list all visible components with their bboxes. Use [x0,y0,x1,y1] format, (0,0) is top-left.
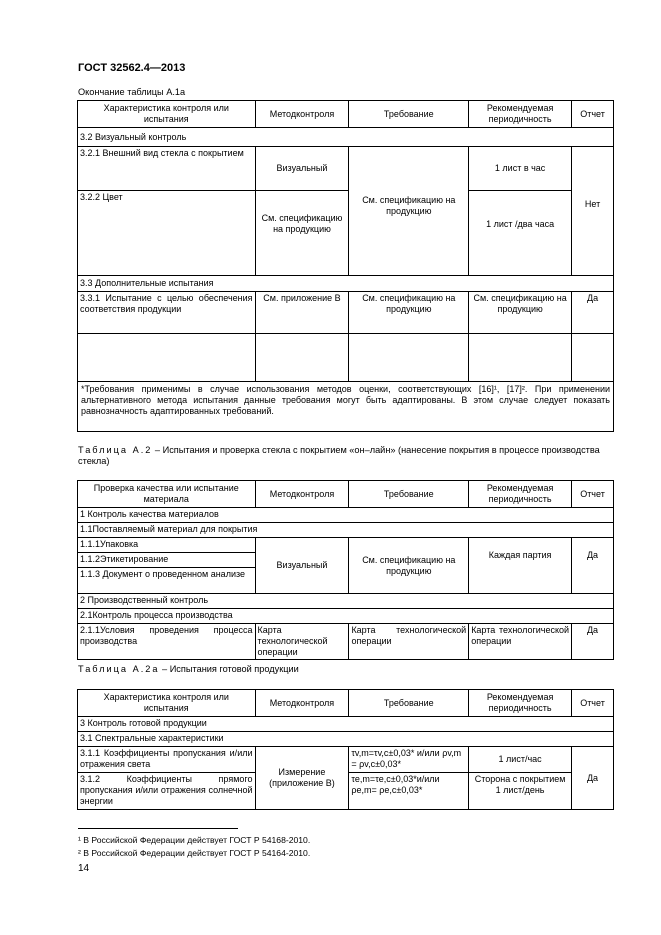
document-header: ГОСТ 32562.4—2013 [78,62,186,74]
row-periodicity: См. спецификацию на продукцию [469,292,572,334]
section-row: 1.1Поставляемый материал для покрытия [78,523,614,538]
row-requirement [349,773,469,810]
table-a2a-caption-label: Таблица А.2а [78,664,160,674]
row-method: См. спецификацию на продукцию [255,191,349,276]
row-periodicity: Карта технологической операции [469,624,572,660]
section-row: 3 Контроль готовой продукции [78,717,614,732]
row-requirement [349,747,469,773]
table-a2-caption [78,445,612,467]
empty-cell [572,334,614,382]
section-row: 3.1 Спектральные характеристики [78,732,614,747]
section-row: 3.2 Визуальный контроль [78,128,614,147]
col-header-requirement: Требование [349,101,469,128]
col-header-report: Отчет [572,690,614,717]
row-requirement: См. спецификацию на продукцию [349,292,469,334]
row-characteristic: 3.2.1 Внешний вид стекла с покрытием [78,147,256,191]
row-method: См. приложение В [255,292,349,334]
row-characteristic: 1.1.1Упаковка [78,538,256,553]
section-row: 2 Производственный контроль [78,594,614,609]
row-characteristic: 3.3.1 Испытание с целью обеспечения соответствия продукции [78,292,256,334]
requirement-line: = ρv,c±0,03* [351,759,402,769]
col-header-periodicity: Рекомендуемая периодичность [469,481,572,508]
footnote-divider [78,828,238,829]
row-method: Визуальный [255,147,349,191]
page-number: 14 [78,863,90,874]
row-characteristic: 3.1.2 Коэффициенты прямого пропускания и/или отражения солнечной энергии [78,773,256,810]
section-row: 2.1Контроль процесса производства [78,609,614,624]
row-report: Нет [572,147,614,276]
col-header-periodicity: Рекомендуемая периодичность [469,690,572,717]
row-periodicity: Каждая партия [469,538,572,594]
empty-cell [78,334,256,382]
empty-cell [349,334,469,382]
row-method: Визуальный [255,538,349,594]
col-header-characteristic: Характеристика контроля или испытания [78,690,256,717]
col-header-periodicity: Рекомендуемая периодичность [469,101,572,128]
row-report: Да [572,292,614,334]
row-characteristic: 3.1.1 Коэффициенты пропускания и/или отражения света [78,747,256,773]
col-header-check: Проверка качества или испытание материала [78,481,256,508]
empty-cell [572,276,614,292]
col-header-method: Методконтроля [255,101,349,128]
row-report: Да [572,747,614,810]
row-requirement: См. спецификацию на продукцию [349,538,469,594]
row-periodicity: Сторона с покрытием 1 лист/день [469,773,572,810]
section-row: 3.3 Дополнительные испытания [78,276,572,292]
row-periodicity: 1 лист/час [469,747,572,773]
col-header-characteristic: Характеристика контроля или испытания [78,101,256,128]
row-periodicity: 1 лист /два часа [469,191,572,276]
row-requirement: Карта технологической операции [349,624,469,660]
col-header-method: Методконтроля [255,481,349,508]
row-characteristic: 1.1.3 Документ о проведенном анализе [78,568,256,594]
table-a2a [77,689,614,810]
table-a2-caption-text: – Испытания и проверка стекла с покрытием «он–лайн» (нанесение покрытия в процессе производства стекла) [78,445,600,466]
table-a1a-caption: Окончание таблицы А.1а [78,87,186,97]
table-a2a-caption [78,664,299,675]
row-characteristic: 3.2.2 Цвет [78,191,256,276]
footnote: ¹ В Российской Федерации действует ГОСТ Р 54168-2010. [78,835,311,845]
empty-cell [255,334,349,382]
table-a2a-caption-text: – Испытания готовой продукции [159,664,299,674]
row-method: Измерение (приложение В) [255,747,349,810]
footnote: ² В Российской Федерации действует ГОСТ Р 54164-2010. [78,848,311,858]
row-report: Да [572,538,614,594]
table-a2-caption-label: Таблица А.2 [78,445,153,455]
table-a1a [77,100,614,432]
col-header-requirement: Требование [349,481,469,508]
requirement-line: τv,m=τv,c±0,03* и/или ρv,m [351,748,462,758]
empty-cell [469,334,572,382]
row-report: Да [572,624,614,660]
col-header-requirement: Требование [349,690,469,717]
requirement-line: τe,m=τe,c±0,03*и/или [351,774,440,784]
row-method: Карта технологической операции [255,624,349,660]
requirement-line: ρe,m= ρe,c±0,03* [351,785,423,795]
col-header-report: Отчет [572,101,614,128]
row-requirement: См. спецификацию на продукцию [349,147,469,276]
row-characteristic: 1.1.2Этикетирование [78,553,256,568]
table-a2 [77,480,614,660]
row-characteristic: 2.1.1Условия проведения процесса производства [78,624,256,660]
col-header-report: Отчет [572,481,614,508]
row-periodicity: 1 лист в час [469,147,572,191]
table-note: *Требования применимы в случае использования методов оценки, соответствующих [16]¹, [17]². При применении альтернативного метода испытания данные требования могут быть адаптированы. В этом случае следует показать равнозначность адаптированных требований. [78,382,614,432]
col-header-method: Методконтроля [255,690,349,717]
section-row: 1 Контроль качества материалов [78,508,614,523]
